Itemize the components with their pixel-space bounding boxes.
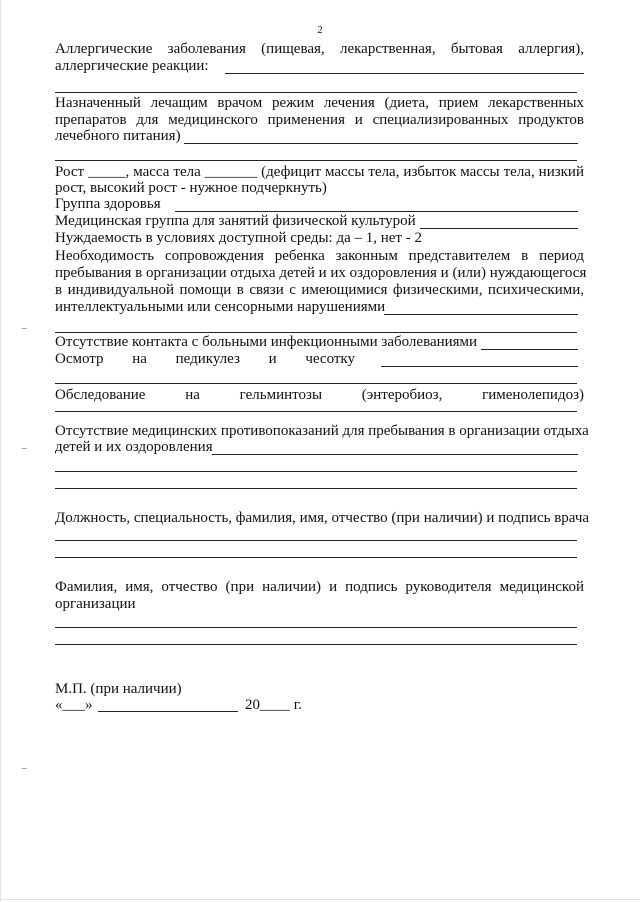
escort-line-2: пребывания в организации отдыха детей и их оздоровления и (или) нуждающегося [55, 265, 587, 281]
page-number: 2 [317, 24, 323, 36]
stamp-label: М.П. (при наличии) [55, 681, 182, 697]
head-signature-input-line-2[interactable] [55, 644, 577, 645]
doctor-signature-label: Должность, специальность, фамилия, имя, отчество (при наличии) и подпись врача [55, 510, 590, 526]
treatment-line-2: препаратов для медицинского применения и специализированных продуктов [55, 112, 584, 128]
allergy-line-1: Аллергические заболевания (пищевая, лекарственная, бытовая аллергия), [55, 41, 584, 57]
treatment-line-1: Назначенный лечащим врачом режим лечения (диета, прием лекарственных [55, 95, 584, 111]
head-signature-line-2: организации [55, 596, 136, 612]
contraindications-input-line-3[interactable] [55, 488, 577, 489]
contraindications-input-line-1[interactable] [212, 454, 578, 455]
margin-tick [22, 768, 27, 769]
no-contact-label: Отсутствие контакта с больными инфекционными заболеваниями [55, 334, 478, 350]
escort-input-line-2[interactable] [55, 332, 577, 333]
escort-line-4: интеллектуальными или сенсорными нарушениями [55, 299, 386, 315]
height-weight-line-2: рост, высокий рост - нужное подчеркнуть) [55, 180, 327, 196]
date-year: 20____ г. [245, 697, 302, 713]
treatment-input-line-1[interactable] [184, 143, 578, 144]
allergy-line-2: аллергические реакции: [55, 58, 209, 74]
height-weight-line-1: Рост _____, масса тела _______ (дефицит массы тела, избыток массы тела, низкий [55, 164, 584, 180]
pe-group-input-line[interactable] [420, 228, 578, 229]
allergy-input-line-1[interactable] [225, 73, 584, 74]
lice-check-label: Осмотр на педикулез и чесотку [55, 351, 355, 367]
health-group-label: Группа здоровья [55, 196, 161, 212]
escort-line-1: Необходимость сопровождения ребенка законным представителем в период [55, 248, 584, 264]
date-month-input-line[interactable] [98, 711, 238, 712]
doctor-signature-line-2[interactable] [55, 557, 577, 558]
pe-group-label: Медицинская группа для занятий физической культурой [55, 213, 416, 229]
margin-tick [22, 448, 27, 449]
escort-line-3: в индивидуальной помощи в связи с имеющимися физическими, психическими, [55, 282, 584, 298]
treatment-line-3: лечебного питания) [55, 128, 181, 144]
margin-tick [22, 328, 27, 329]
escort-input-line-1[interactable] [384, 314, 578, 315]
no-contact-input-line[interactable] [481, 349, 578, 350]
accessible-env-label: Нуждаемость в условиях доступной среды: да – 1, нет - 2 [55, 230, 422, 246]
lice-check-input-line-2[interactable] [55, 383, 577, 384]
page-left-edge [0, 0, 1, 902]
page-bottom-edge [0, 899, 640, 900]
head-signature-input-line-1[interactable] [55, 627, 577, 628]
helminth-input-line[interactable] [55, 411, 577, 412]
lice-check-input-line[interactable] [381, 366, 578, 367]
contraindications-line-1: Отсутствие медицинских противопоказаний для пребывания в организации отдыха [55, 423, 589, 439]
head-signature-line-1: Фамилия, имя, отчество (при наличии) и подпись руководителя медицинской [55, 579, 584, 595]
allergy-input-line-2[interactable] [55, 92, 577, 93]
treatment-input-line-2[interactable] [55, 160, 577, 161]
contraindications-input-line-2[interactable] [55, 471, 577, 472]
contraindications-line-2: детей и их оздоровления [55, 439, 213, 455]
date-day: «___» [55, 697, 93, 713]
doctor-signature-line-1[interactable] [55, 540, 577, 541]
helminth-label: Обследование на гельминтозы (энтеробиоз, гименолепидоз) [55, 387, 584, 403]
health-group-input-line[interactable] [175, 211, 578, 212]
